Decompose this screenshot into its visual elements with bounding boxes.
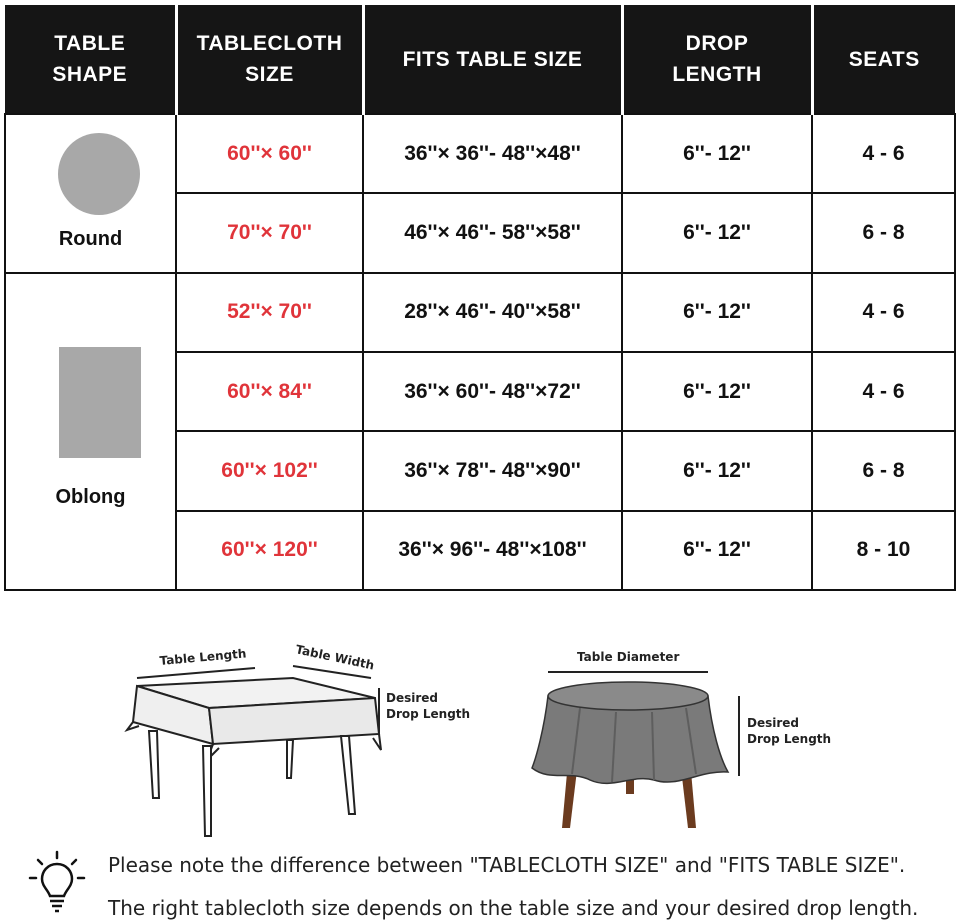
- note-line-2: The right tablecloth size depends on the table size and your desired drop length.: [108, 896, 919, 920]
- drop-length-cell: 6''- 12'': [622, 114, 812, 193]
- table-width-label: Table Width: [294, 642, 376, 673]
- drop-length-cell: 6''- 12'': [622, 511, 812, 590]
- tablecloth-size-cell: 60''× 84'': [176, 352, 363, 431]
- size-chart-table: [4, 5, 956, 591]
- drop-length-cell: 6''- 12'': [622, 352, 812, 431]
- fits-table-size-cell: 36''× 96''- 48''×108'': [363, 511, 622, 590]
- tablecloth-size-cell: 70''× 70'': [176, 193, 363, 272]
- seats-cell: 8 - 10: [812, 511, 955, 590]
- shape-label: Round: [58, 228, 123, 250]
- fits-table-size-cell: 36''× 36''- 48''×48'': [363, 114, 622, 193]
- seats-cell: 4 - 6: [812, 273, 955, 352]
- table-diameter-label: Table Diameter: [577, 650, 680, 664]
- drop-length-cell: 6''- 12'': [622, 273, 812, 352]
- header-seats: SEATS: [812, 5, 955, 114]
- oblong-shape-icon: [59, 347, 141, 458]
- desired-drop-label-line2: Drop Length: [386, 707, 471, 721]
- fits-table-size-cell: 46''× 46''- 58''×58'': [363, 193, 622, 272]
- fits-table-size-cell: 28''× 46''- 40''×58'': [363, 273, 622, 352]
- desired-drop-label-line1: Desired: [386, 691, 439, 705]
- seats-cell: 6 - 8: [812, 431, 955, 510]
- header-table-shape: TABLE SHAPE: [5, 5, 176, 114]
- header-row: [5, 5, 955, 114]
- header-fits-table-size: FITS TABLE SIZE: [363, 5, 622, 114]
- seats-cell: 4 - 6: [812, 352, 955, 431]
- tablecloth-size-cell: 60''× 120'': [176, 511, 363, 590]
- drop-length-cell: 6''- 12'': [622, 431, 812, 510]
- table-row: [5, 114, 955, 193]
- fits-table-size-cell: 36''× 78''- 48''×90'': [363, 431, 622, 510]
- round-shape-icon: [58, 133, 140, 215]
- seats-cell: 4 - 6: [812, 114, 955, 193]
- header-tablecloth-size: TABLECLOTH SIZE: [176, 5, 363, 114]
- table-row: [5, 273, 955, 352]
- tablecloth-size-cell: 52''× 70'': [176, 273, 363, 352]
- seats-cell: 6 - 8: [812, 193, 955, 272]
- tablecloth-size-cell: 60''× 102'': [176, 431, 363, 510]
- shape-label: Oblong: [55, 485, 126, 508]
- desired-drop-label-line1: Desired: [747, 716, 800, 730]
- desired-drop-label-line2: Drop Length: [747, 732, 832, 746]
- lightbulb-icon: [26, 850, 88, 916]
- note-line-1: Please note the difference between "TABLECLOTH SIZE" and "FITS TABLE SIZE".: [108, 853, 906, 877]
- shape-cell-oblong: [5, 273, 176, 590]
- header-drop-length: DROP LENGTH: [622, 5, 812, 114]
- tablecloth-size-cell: 60''× 60'': [176, 114, 363, 193]
- rectangular-table-diagram: [115, 636, 485, 841]
- round-table-diagram: [520, 640, 850, 835]
- table-length-label: Table Length: [159, 646, 247, 668]
- fits-table-size-cell: 36''× 60''- 48''×72'': [363, 352, 622, 431]
- shape-cell-round: [5, 114, 176, 273]
- drop-length-cell: 6''- 12'': [622, 193, 812, 272]
